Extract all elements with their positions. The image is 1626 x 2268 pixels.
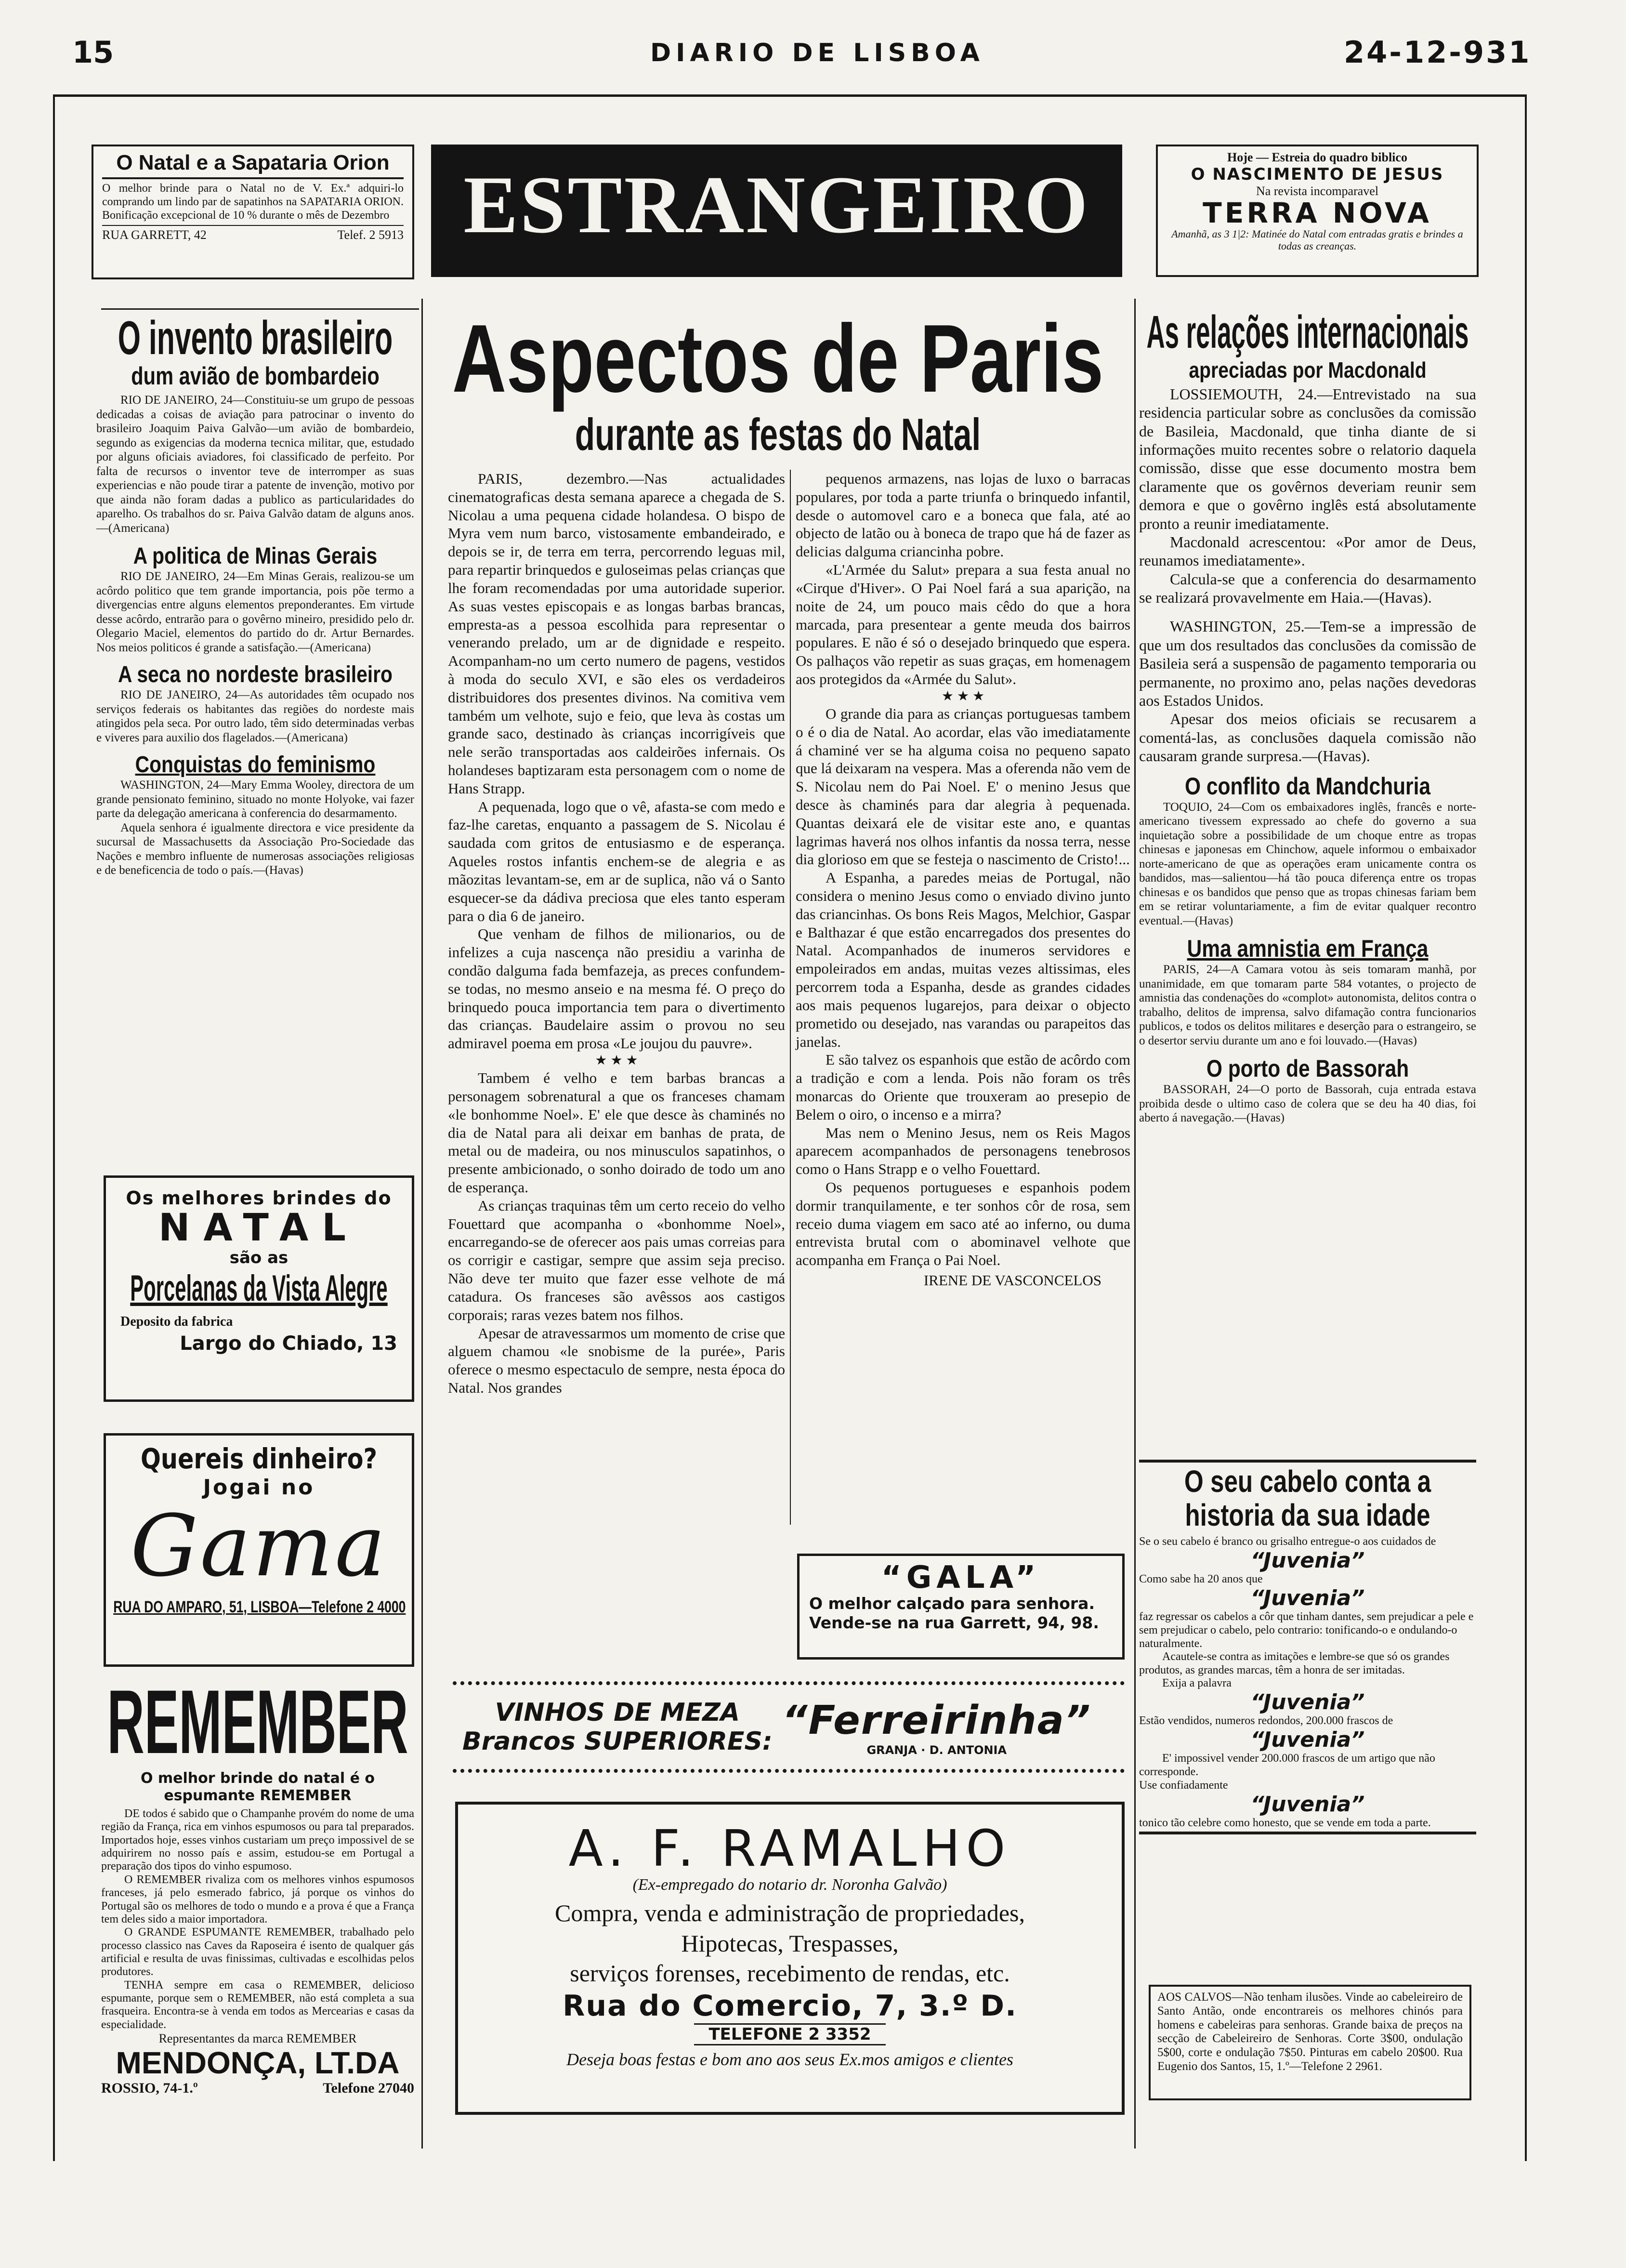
juvenia-t5: Exija a palavra (1162, 1677, 1232, 1690)
column-brazil-news (96, 313, 414, 878)
ad-sapataria-orion (92, 145, 414, 279)
ramalho-wish: Deseja boas festas e bom ano aos seus Ex.mos amigos e clientes (566, 2049, 1013, 2069)
main-article-col-1 (448, 470, 785, 1397)
juvenia-t1: Se o seu cabelo é branco ou grisalho entregue-o aos cuidados de (1139, 1535, 1436, 1548)
remember-phone: Telefone 27040 (323, 2080, 414, 2096)
headline-relacoes: As relações internacionais (1146, 306, 1469, 358)
orion-address: RUA GARRETT, 42 (102, 228, 207, 242)
terra-line4: TERRA NOVA (1203, 197, 1432, 229)
orion-phone: Telef. 2 5913 (337, 228, 404, 242)
ad-calvos (1149, 1985, 1471, 2100)
orion-body: O melhor brinde para o Natal no de V. Ex.ª adquiri-lo comprando um lindo par de sapatinhos na SAPATARIA ORION. Bonificação excepcional de 10 % durante o mês de Dezembro (102, 182, 404, 222)
headline-mandchuria: O conflito da Mandchuria (1184, 772, 1431, 800)
ferreirinha-l2: Brancos SUPERIORES: (462, 1727, 773, 1756)
main-c2-p4: A Espanha, a paredes meias de Portugal, não considera o menino Jesus como o enviado divino junto das criancinhas. Os bons Reis Magos, Melchior, Gaspar e Balthazar é que estão encarregados dos presentes do Natal. Acompanhados de inumeros servidores e empoleirados em andas, muitas vezes altissimas, eles percorrem toda a Espanha, desde as grandes cidades aos mais pequenos lugarejos, para deixar o objecto prometido ou desejado, nas varandas ou parapeitos das janelas. (796, 869, 1130, 1050)
main-article-col-2 (796, 470, 1130, 1290)
gama-l4: RUA DO AMPARO, 51, LISBOA—Telefone 2 4000 (113, 1597, 406, 1616)
ad-remember (101, 1671, 414, 2097)
vista-l1: Os melhores brindes do (126, 1187, 392, 1209)
headline-minas: A politica de Minas Gerais (133, 543, 378, 569)
stars-separator: ★ ★ ★ (595, 1053, 638, 1068)
section-title-banner (431, 145, 1122, 277)
column-rule (1134, 299, 1136, 2149)
ad-ferreirinha: VINHOS DE MEZA Brancos SUPERIORES: “Ferreirinha” GRANJA · D. ANTONIA (453, 1681, 1125, 1773)
main-c2-p1: pequenos armazens, nas lojas de luxo o barracas populares, por toda a parte triunfa o brinquedo infantil, desde o automovel caro e a boneca que fala, até ao objecto de latão ou à boneca de trapo que há de fazer as delicias dalguma criancinha pobre. (796, 470, 1130, 560)
ad-vista-alegre (104, 1175, 414, 1402)
gala-body: O melhor calçado para senhora. Vende-se na rua Garrett, 94, 98. (809, 1594, 1099, 1632)
vista-l2: NATAL (158, 1206, 359, 1250)
text-feminismo-2: Aquela senhora é igualmente directora e vice presidente da sucursal de Massachusetts da Associação Pro-Sociedade das Nações e membro influente de numerosas associações religiosas e de beneficencia de todo o país.—(Havas) (96, 821, 414, 877)
juvenia-brand-4: “Juvenia” (1250, 1727, 1365, 1753)
orion-title: O Natal e a Sapataria Orion (102, 151, 404, 179)
remember-sub: O melhor brinde do natal é o espumante REMEMBER (140, 1770, 375, 1804)
remember-p4: TENHA sempre em casa o REMEMBER, delicioso espumante, porque sem o REMEMBER, não está completa a sua frasqueira. Encontra-se à venda em todos as Mercearias e casas da especialidade. (101, 1978, 414, 2031)
page-frame-right (1525, 94, 1527, 2161)
page-number: 15 (72, 35, 114, 70)
juvenia-brand-5: “Juvenia” (1250, 1792, 1365, 1817)
ramalho-l3: serviços forenses, recebimento de rendas, etc. (570, 1960, 1010, 1987)
juvenia-t2: Como sabe ha 20 anos que (1139, 1573, 1263, 1586)
stars-separator: ★ ★ ★ (941, 688, 985, 704)
column-rule (101, 308, 419, 310)
ferreirinha-opt2: D. ANTONIA (929, 1743, 1007, 1757)
text-feminismo-1: WASHINGTON, 24—Mary Emma Wooley, directora de um grande pensionato feminino, situado no monte Holyoke, vai fazer parte da delegação americana à conferencia do desarmamento. (96, 778, 414, 820)
ramalho-address: Rua do Comercio, 7, 3.º D. (563, 1989, 1017, 2023)
juvenia-t8: Use confiadamente (1139, 1779, 1228, 1792)
ramalho-sub: (Ex-empregado do notario dr. Noronha Galvão) (632, 1876, 947, 1894)
remember-p5: Representantes da marca REMEMBER (158, 2031, 357, 2046)
ramalho-l1: Compra, venda e administração de propriedades, (554, 1899, 1025, 1927)
terra-line2: O NASCIMENTO DE JESUS (1191, 165, 1444, 184)
article-signature: IRENE DE VASCONCELOS (923, 1272, 1101, 1289)
newspaper-name: DIARIO DE LISBOA (650, 39, 984, 67)
remember-address: ROSSIO, 74-1.º (101, 2080, 198, 2096)
main-c1-p5: As crianças traquinas têm um certo receio do velho Fouettard que acompanha o «bonhomme Noel», encarregando-se de oferecer aos pais umas correias para os corrigir e castigar, sempre que assim seja preciso. Não deve ter muito que fazer esse velhote de má catadura. Os franceses são avêssos aos castigos corporais; raras vezes batem nos filhos. (448, 1197, 785, 1323)
text-amnistia: PARIS, 24—A Camara votou às seis tomaram manhã, por unanimidade, em que tomaram parte 584 votantes, o projecto de amnistia das condenações do «complot» autonomista, delitos contra o trabalho, delitos de imprensa, salvo difamação contra funcionarios publicos, e todos os delitos militares e deserção para o estrangeiro, se o desertor serviu durante um ano e foi louvado.—(Havas) (1139, 963, 1476, 1047)
juvenia-brand-2: “Juvenia” (1250, 1586, 1365, 1611)
main-c2-p5: E são talvez os espanhois que estão de acôrdo com a tradição e com a lenda. Pois não foram os três monarcas do Oriente que trouxeram ao presepio de Belem o oiro, o incenso e a mirra? (796, 1051, 1130, 1123)
juvenia-title: O seu cabelo conta a historia da sua idade (1184, 1464, 1431, 1533)
juvenia-brand-3: “Juvenia” (1250, 1690, 1365, 1715)
ad-gala (797, 1554, 1125, 1660)
juvenia-brand-1: “Juvenia” (1250, 1548, 1365, 1573)
subhead-relacoes: apreciadas por Macdonald (1189, 357, 1427, 382)
headline-amnistia: Uma amnistia em França (1187, 935, 1429, 963)
terra-line1: Hoje — Estreia do quadro biblico (1227, 150, 1407, 164)
ramalho-name: A. F. RAMALHO (568, 1819, 1011, 1878)
ramalho-phone: TELEFONE 2 3352 (694, 2023, 885, 2045)
ad-gama (104, 1433, 414, 1667)
masthead-rule (53, 94, 1527, 97)
vista-l3: são as (229, 1248, 288, 1267)
text-relacoes-2: Macdonald acrescentou: «Por amor de Deus, reunamos imediatamente». (1139, 533, 1476, 569)
juvenia-t3: faz regressar os cabelos a côr que tinham dantes, sem prejudicar a pele e sem prejudicar o cabelo, pelo contrario: tonificando-o e ondulando-o naturalmente. (1139, 1610, 1474, 1650)
subhead-invento: dum avião de bombardeio (131, 362, 380, 390)
main-c2-p6: Mas nem o Menino Jesus, nem os Reis Magos aparecem acompanhados de personagens tenebrosos como o Hans Strapp e o velho Fouettard. (796, 1124, 1130, 1178)
text-washington-1: WASHINGTON, 25.—Tem-se a impressão de que um dos resultados das conclusões da comissão de Basileia será a suspensão de pagamento temporaria ou permanente, no proximo ano, pelas nações devedoras aos Estados Unidos. (1139, 618, 1476, 710)
headline-bassorah: O porto de Bassorah (1206, 1055, 1409, 1082)
remember-p2: O REMEMBER rivaliza com os melhores vinhos espumosos franceses, já pelo esmerado fabrico, já porque os vinhos do Portugal são os melhores de todo o mundo e a prova é que a França tem deles sido a maior importadora. (101, 1873, 414, 1925)
ad-juvenia (1139, 1460, 1476, 1834)
main-title: Aspectos de Paris (452, 305, 1104, 412)
main-c2-p2: «L'Armée du Salut» prepara a sua festa anual no «Cirque d'Hiver». O Pai Noel fará a sua aparição, na noite de 24, um pouco mais cêdo do que a hora marcada, para presentear a gente meuda dos bairros populares. E não é só o desejado brinquedo que espera. Os palhaços vão repetir as suas graças, em homenagem aos protegidos da «Armée du Salut». (796, 561, 1130, 687)
headline-invento: O invento brasileiro (118, 311, 393, 364)
terra-line5: Amanhã, as 3 1|2: Matinée do Natal com entradas gratis e brindes a todas as creanças. (1171, 227, 1463, 252)
gama-logo: Gama (130, 1497, 388, 1596)
column-rule (421, 299, 423, 2149)
main-c1-p2: A pequenada, logo que o vê, afasta-se com medo e faz-lhe caretas, enquanto a passagem de S. Nicolau é saudada com gritos de entusiasmo e de esperança. Aqueles rostos infantis enchem-se de alegria e as mãozitas levantam-se, em ar de suplica, não vá o Santo esquecer-se da dádiva preciosa que eles tanto esperam para o dia 6 de janeiro. (448, 798, 785, 924)
main-subtitle: durante as festas do Natal (575, 409, 981, 460)
remember-p1: DE todos é sabido que o Champanhe provém do nome de uma região da França, rica em vinhos espumosos ou para tal preparados. Importados hoje, esses vinhos custariam um preço impossivel de se adquirirem no nosso país e assim, estudou-se em Portugal a preparação dos tipos do vinho espumoso. (101, 1807, 414, 1873)
calvos-text: AOS CALVOS—Não tenham ilusões. Vinde ao cabeleireiro de Santo Antão, onde encontrareis os melhores chinós para homens e cabeleiras para senhoras. Grande baixa de preços na secção de Cabeleireiro de Senhoras. Corte 3$00, ondulação 5$00, corte e ondulação 7$50. Pinturas em cabelo 20$00. Rua Eugenio dos Santos, 15, 1.º—Telefone 2 2961. (1157, 1991, 1463, 2073)
ferreirinha-l1: VINHOS DE MEZA (495, 1698, 740, 1727)
text-bassorah: BASSORAH, 24—O porto de Bassorah, cuja entrada estava proibida desde o ultimo caso de colera que se deu ha 40 dias, foi aberto á navegação.—(Havas) (1139, 1083, 1476, 1125)
gama-l1: Quereis dinheiro? (140, 1442, 378, 1475)
juvenia-t6: Estão vendidos, numeros redondos, 200.000 frascos de (1139, 1714, 1393, 1727)
headline-seca: A seca no nordeste brasileiro (118, 662, 393, 688)
issue-date: 24-12-931 (1344, 35, 1532, 70)
gala-title: “GALA” (881, 1560, 1041, 1596)
ramalho-l2: Hipotecas, Trespasses, (681, 1929, 899, 1957)
main-c1-p1: PARIS, dezembro.—Nas actualidades cinematograficas desta semana aparece a chegada de S. Nicolau a uma pequena cidade holandesa. O bispo de Myra vem num barco, vistosamente embandeirado, e depois se ir, de terra em terra, percorrendo leguas mil, para repartir brinquedos e guloseimas pelas crianças que lhe foram recomendadas por uma autoridade superior. As suas vestes episcopais e as longas barbas brancas, empresta-as a pessoa escolhida para representar o venerando prelado, um ar de dignidade e respeito. Acompanham-no um certo numero de pagens, vestidos à moda do seculo XVI, e são eles os verdadeiros distribuidores dos presentes divinos. Na comitiva vem também um velhote, sujo e feio, que leva às costas um grande saco, destinado às crianças incorrigíveis que nele serão transportadas aos caldeirões infernais. Os holandeses baptizaram esta personagem com o nome de Hans Strapp. (448, 470, 785, 797)
main-c1-p4: Tambem é velho e tem barbas brancas a personagem sobrenatural a que os franceses chamam «le bonhomme Noel». E' ele que desce às chaminés no dia de Natal para ali deixar em banhas de prata, de metal ou de madeira, ou nos minusculos sapatinhos, o presente ambicionado, o sonho doirado de todo um ano de esperança. (448, 1069, 785, 1196)
vista-l5: Deposito da fabrica (120, 1314, 233, 1330)
text-mandchuria: TOQUIO, 24—Com os embaixadores inglês, francês e norte-americano tivessem expressado ao chefe do governo a sua inquietação sobre a possibilidade de um choque entre as tropas chinesas e japonesas em Chinchow, aquele informou o embaixador norte-americano de que as operações eram unicamente contra os bandidos, mas—salientou—há tão pouca diferença entre os tropas chinesas e os bandidos que penso que as tropas chinesas fariam bem em se retirar voluntariamente, a fim de evitar qualquer recontro eventual.—(Havas) (1139, 800, 1476, 927)
column-rule (790, 470, 791, 1525)
main-c1-p3: Que venham de filhos de milionarios, ou de infelizes a cuja nascença não presidiu a varinha de condão dalguma fada bemfazeja, as preces confundem-se todas, no mesmo anseio e na mesma fé. O preço do brinquedo pouca importancia tem para o divertimento das crianças. Baudelaire assim o provou no seu admiravel poema em prosa «Le joujou du pauvre». (448, 925, 785, 1052)
ad-ramalho (455, 1802, 1125, 2115)
vista-l4: Porcelanas da Vista Alegre (130, 1267, 388, 1309)
main-c2-p7: Os pequenos portugueses e espanhois podem dormir tranquilamente, e ter sonhos côr de rosa, sem receio duma viagem em saco até ao inferno, ou duma entrevista brutal com o abominavel velhote que acompanha em França o Pai Noel. (796, 1179, 1130, 1269)
text-seca: RIO DE JANEIRO, 24—As autoridades têm ocupado nos serviços federais os habitantes das regiões do nordeste mais atingidos pela seca. Por outro lado, têm sido determinadas verbas e viveres para auxilio dos flagelados.—(Americana) (96, 688, 414, 744)
remember-firm: MENDONÇA, LT.DA (116, 2045, 400, 2081)
section-title: ESTRANGEIRO (463, 159, 1090, 250)
text-relacoes-3: Calcula-se que a conferencia do desarmamento se realizará provavelmente em Haia.—(Havas). (1139, 570, 1476, 607)
main-c2-p3: O grande dia para as crianças portuguesas tambem o é o dia de Natal. Ao acordar, elas vão imediatamente á chaminé ver se ha alguma coisa no pequeno sapato que lá deixaram na vespera. Mas a oferenda não vem de S. Nicolau nem do Pai Noel. E' o menino Jesus que desce às chaminés para dar alegria à pequenada. Quantas deixará ele de visitar este ano, e quantas lagrimas haverá nos olhos infantis da nossa terra, nesse dia glorioso em que se festeja o nascimento de Cristo!... (796, 705, 1130, 868)
text-invento: RIO DE JANEIRO, 24—Constituiu-se um grupo de pessoas dedicadas a coisas de aviação para patrocinar o invento do brasileiro Joaquim Paiva Galvão—um avião de bombardeio, segundo as exigencias da moderna tecnica militar, que, estudado por alguns oficiais aviadores, foi classificado de perfeito. Por falta de recursos o inventor teve de interromper as suas experiencias e não poude tirar a patente de invenção, motivo por que ainda não foram dadas a publico as particularidades do aparelho. Os trabalhos do sr. Paiva Galvão datam de alguns anos.—(Americana) (96, 394, 414, 535)
vista-l6: Largo do Chiado, 13 (180, 1332, 397, 1355)
text-minas: RIO DE JANEIRO, 24—Em Minas Gerais, realizou-se um acôrdo politico que tem grande importancia, pois põe termo a divergencias entre alguns elementos preponderantes. Em virtude desse acôrdo, entrarão para o govêrno mineiro, presidido pelo dr. Olegario Maciel, elementos do partido do dr. Artur Bernardes. Nos meios politicos é grande a satisfação.—(Americana) (96, 570, 414, 654)
column-international (1139, 308, 1476, 1125)
ferreirinha-brand: “Ferreirinha” (782, 1697, 1091, 1743)
juvenia-t9: tonico tão celebre como honesto, que se vende em toda a parte. (1139, 1816, 1431, 1829)
text-relacoes-1: LOSSIEMOUTH, 24.—Entrevistado na sua residencia particular sobre as conclusões da comissão de Basileia, Macdonald, que tinha diante de si informações muito recentes sobre o relatorio daquela comissão, disse que esse documento mostra bem claramente que os govêrnos deveriam reunir sem demora e que o govêrno inglês está absolutamente pronto a reunir imediatamente. (1139, 385, 1476, 532)
remember-p3: O GRANDE ESPUMANTE REMEMBER, trabalhado pelo processo classico nas Caves da Raposeira é isento de qualquer gás artificial e resulta de uvas finissimas, cultivadas e escolhidas pelos produtores. (101, 1926, 414, 1978)
gama-l2: Jogai no (203, 1475, 315, 1500)
ferreirinha-opt1: GRANJA (866, 1743, 917, 1757)
terra-line3: Na revista incomparavel (1256, 184, 1379, 198)
juvenia-t7: E' impossivel vender 200.000 frascos de um artigo que não corresponde. (1139, 1752, 1435, 1778)
main-c1-p6: Apesar de atravessarmos um momento de crise que alguem chamou «le snobisme de la purée», Paris oferece o mesmo espectaculo de sempre, nesta época do Natal. Nos grandes (448, 1324, 785, 1396)
ad-terra-nova (1156, 145, 1479, 277)
headline-feminismo: Conquistas do feminismo (135, 752, 376, 778)
text-washington-2: Apesar dos meios oficiais se recusarem a comentá-las, as conclusões daquela comissão não causaram grande surpresa.—(Havas). (1139, 710, 1476, 765)
page-frame-left (53, 94, 55, 2161)
juvenia-t4: Acautele-se contra as imitações e lembre-se que só os grandes produtos, as grandes marcas, têm a honra de ser imitadas. (1139, 1650, 1450, 1676)
remember-title: REMEMBER (107, 1671, 408, 1772)
main-article (429, 305, 1127, 460)
